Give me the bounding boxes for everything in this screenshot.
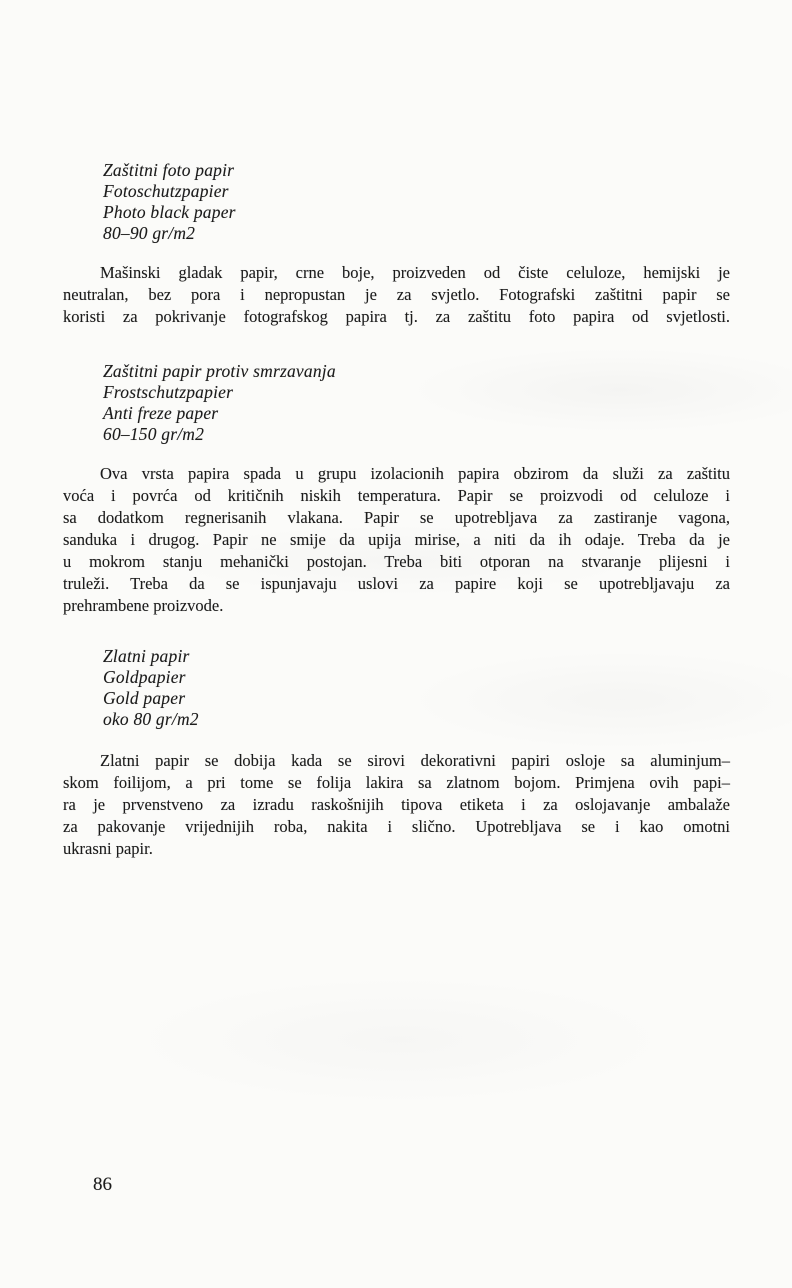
section-paragraph-anti-freeze-paper bbox=[63, 463, 730, 617]
heading-line-grammage: 80–90 gr/m2 bbox=[103, 223, 196, 243]
paragraph-line: Zlatni papir se dobija kada se sirovi dekorativni papiri osloje sa aluminjum– bbox=[100, 751, 730, 770]
paragraph-line: neutralan, bez pora i nepropustan je za svjetlo. Fotografski zaštitni papir se bbox=[63, 285, 730, 304]
paragraph-line: za pakovanje vrijednijih roba, nakita i slično. Upotrebljava se i kao omotni bbox=[63, 817, 730, 836]
heading-line: Frostschutzpapier bbox=[103, 382, 234, 402]
paragraph-line: Mašinski gladak papir, crne boje, proizveden od čiste celuloze, hemijski je bbox=[100, 263, 730, 282]
heading-line: Zlatni papir bbox=[103, 646, 190, 666]
heading-line-grammage: oko 80 gr/m2 bbox=[103, 709, 199, 729]
heading-line: Gold paper bbox=[103, 688, 186, 708]
heading-line: Anti freze paper bbox=[103, 403, 219, 423]
heading-line: Photo black paper bbox=[103, 202, 236, 222]
section-heading-gold-paper bbox=[63, 646, 730, 730]
paragraph-line: sa dodatkom regnerisanih vlakana. Papir se upotrebljava za zastiranje vagona, bbox=[63, 508, 730, 527]
paragraph-line: skom foilijom, a pri tome se folija lakira sa zlatnom bojom. Primjena ovih papi– bbox=[63, 773, 730, 792]
paragraph-line: voća i povrća od kritičnih niskih temperatura. Papir se proizvodi od celuloze i bbox=[63, 486, 730, 505]
section-paragraph-gold-paper bbox=[63, 750, 730, 860]
heading-line-grammage: 60–150 gr/m2 bbox=[103, 424, 205, 444]
section-heading-anti-freeze-paper bbox=[63, 361, 730, 445]
heading-line: Goldpapier bbox=[103, 667, 186, 687]
heading-line: Zaštitni papir protiv smrzavanja bbox=[103, 361, 336, 381]
paragraph-line: koristi za pokrivanje fotografskog papira tj. za zaštitu foto papira od svjetlosti. bbox=[63, 307, 730, 326]
paragraph-line: ukrasni papir. bbox=[63, 839, 153, 858]
section-paragraph-photo-protective-paper bbox=[63, 262, 730, 328]
paragraph-line: u mokrom stanju mehanički postojan. Treba biti otporan na stvaranje plijesni i bbox=[63, 552, 730, 571]
paragraph-line: truleži. Treba da se ispunjavaju uslovi za papire koji se upotrebljavaju za bbox=[63, 574, 730, 593]
section-heading-photo-protective-paper bbox=[63, 160, 730, 244]
paragraph-line: prehrambene proizvode. bbox=[63, 596, 224, 615]
heading-line: Zaštitni foto papir bbox=[103, 160, 235, 180]
paragraph-line: sanduka i drugog. Papir ne smije da upija mirise, a niti da ih odaje. Treba da je bbox=[63, 530, 730, 549]
heading-line: Fotoschutzpapier bbox=[103, 181, 229, 201]
paragraph-line: ra je prvenstveno za izradu raskošnijih tipova etiketa i za oslojavanje ambalaže bbox=[63, 795, 730, 814]
page-number: 86 bbox=[93, 1174, 112, 1195]
paragraph-line: Ova vrsta papira spada u grupu izolacionih papira obzirom da služi za zaštitu bbox=[100, 464, 730, 483]
